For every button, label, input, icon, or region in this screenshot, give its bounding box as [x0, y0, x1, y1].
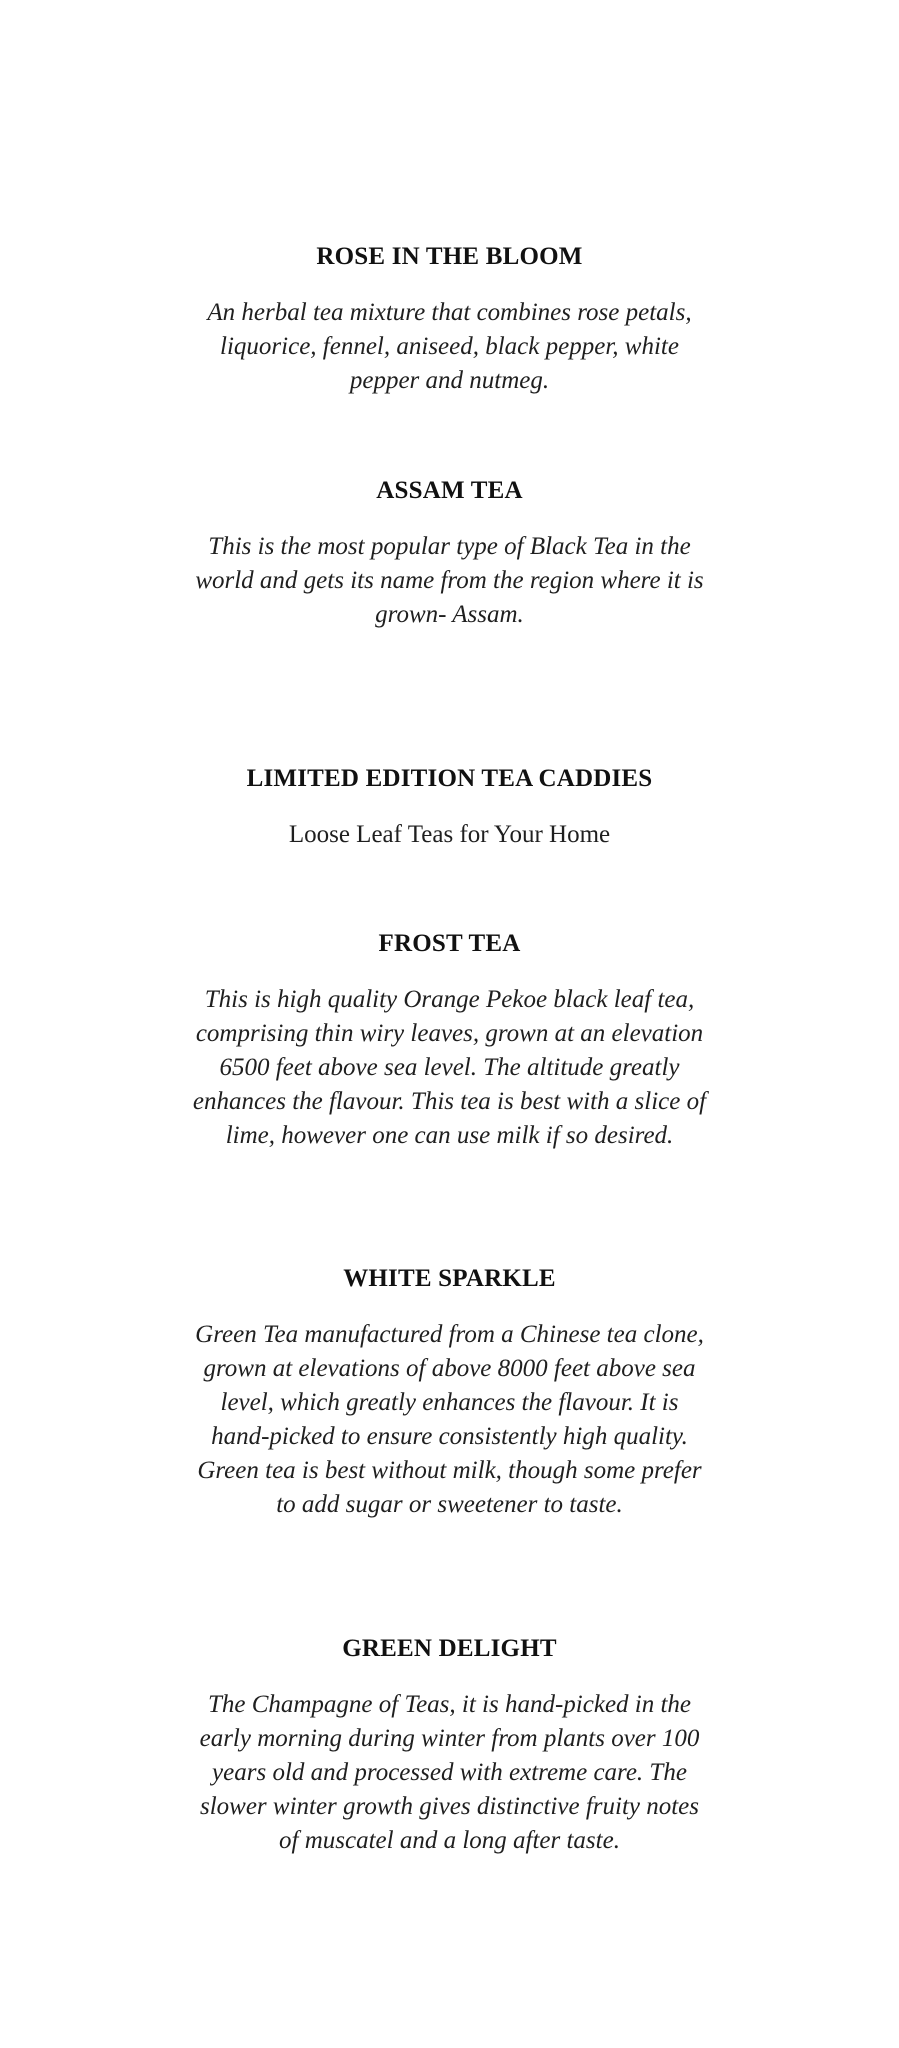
limited-edition-heading: [0, 764, 899, 850]
tea-section-assam-tea: [0, 476, 899, 632]
tea-section-white-sparkle: [0, 1264, 899, 1522]
section-description: The Champagne of Teas, it is hand-picked in the early morning during winter from plants over 100 years old and processed with extreme care. The slower winter growth gives distinctive fruity notes of muscatel and a long after taste.: [199, 1691, 700, 1854]
section-description: This is high quality Orange Pekoe black leaf tea, comprising thin wiry leaves, grown at an elevation 6500 feet above sea level. The altitude greatly enhances the flavour. This tea is best with a slice of lime, however one can use milk if so desired.: [192, 986, 707, 1149]
section-description: An herbal tea mixture that combines rose petals, liquorice, fennel, aniseed, black pepper, white pepper and nutmeg.: [207, 299, 692, 394]
section-title: FROST TEA: [378, 930, 521, 957]
section-title: ASSAM TEA: [376, 477, 523, 504]
tea-section-green-delight: [0, 1634, 899, 1858]
section-description: This is the most popular type of Black Tea in the world and gets its name from the region where it is grown- Assam.: [195, 533, 704, 628]
section-title: ROSE IN THE BLOOM: [316, 243, 583, 270]
section-subtitle: Loose Leaf Teas for Your Home: [288, 821, 611, 848]
section-title: GREEN DELIGHT: [342, 1635, 557, 1662]
section-description: Green Tea manufactured from a Chinese tea clone, grown at elevations of above 8000 feet above sea level, which greatly enhances the flavour. It is hand-picked to ensure consistently high quality. Green tea is best without milk, though some prefer to add sugar or sweetener to taste.: [195, 1321, 704, 1518]
tea-section-frost-tea: [0, 929, 899, 1153]
section-title: WHITE SPARKLE: [343, 1265, 556, 1292]
section-title: LIMITED EDITION TEA CADDIES: [246, 765, 653, 792]
tea-section-rose-in-the-bloom: [0, 242, 899, 398]
